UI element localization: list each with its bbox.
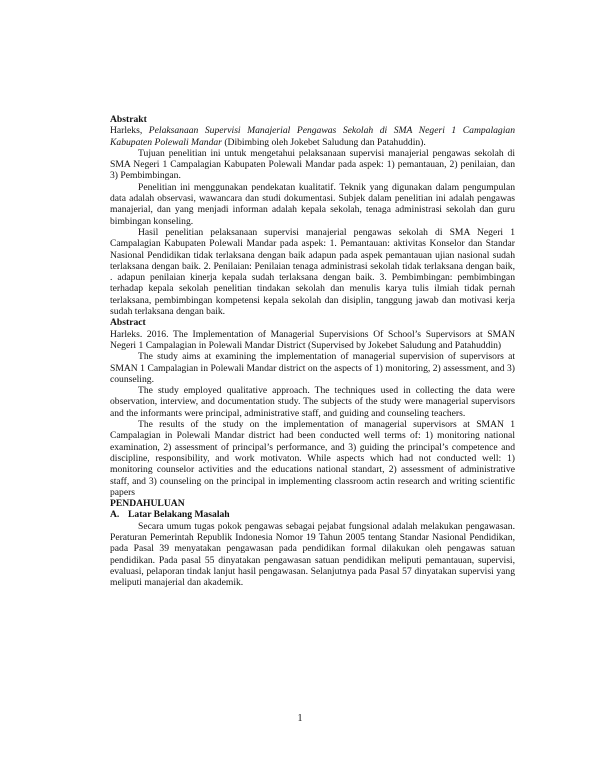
abstract-paragraph: The study employed qualitative approach. The techniques used in collecting the data were observation, interview, and documentation study. The subjects of the study were managerial supervisors and the informants were principal, administrative staff, and guiding and counseling teachers.: [110, 385, 515, 419]
abstract-heading: Abstract: [110, 317, 146, 329]
abstrak-citation-suffix: (Dibimbing oleh Jokebet Saludung dan Patahuddin).: [221, 136, 426, 148]
subsection-number: A.: [110, 509, 120, 521]
abstrak-paragraph: Hasil penelitian pelaksanaan supervisi manajerial pengawas sekolah di SMA Negeri 1 Campalagian Kabupaten Polewali Mandar pada aspek: 1. Pemantauan: aktivitas Konselor dan Standar Nasional Pendidikan tidak terlaksana dengan baik adapun pada aspek pemantauan ujian nasional sudah terlaksana dengan baik. 2. Penilaian: Penilaian tenaga administrasi sekolah tidak terlaksana dengan baik, . adapun penilaian kinerja kepala sudah terlaksana dengan baik. 3. Pembimbingan: pembimbingan terhadap kepala sekolah penelitian tindakan sekolah dan menulis karya tulis ilmiah tidak pernah terlaksana, pembimbingan kompetensi kepala sekolah dan disiplin, tanggung jawab dan motivasi kerja sudah terlaksana dengan baik.: [110, 226, 515, 318]
page-content: [110, 114, 515, 588]
abstrak-heading: Abstrakt: [110, 114, 147, 125]
abstrak-paragraph: Tujuan penelitian ini untuk mengetahui pelaksanaan supervisi manajerial pengawas sekolah di SMA Negeri 1 Campalagian Kabupaten Polewali Mandar pada aspek: 1) pemantauan, 2) penilaian, dan 3) Pembimbingan.: [110, 147, 515, 182]
page-number: 1: [297, 713, 303, 724]
abstrak-paragraph: Penelitian ini menggunakan pendekatan kualitatif. Teknik yang digunakan dalam pengumpulan data adalah observasi, wawancara dan studi dokumentasi. Subjek dalam penelitian ini adalah pengawas manajerial, dan yang menjadi informan adalah kepala sekolah, tenaga administrasi sekolah dan guru bimbingan konseling.: [110, 181, 515, 227]
abstrak-citation-prefix: Harleks,: [110, 125, 149, 137]
abstract-citation: Harleks. 2016. The Implementation of Managerial Supervisions Of School’s Supervisors at SMAN Negeri 1 Campalagian in Polewali Mandar District (Supervised by Jokebet Saludung and Patahuddin): [110, 328, 515, 351]
subsection-heading: [110, 509, 515, 520]
abstract-paragraph: The results of the study on the implementation of managerial supervisors at SMAN 1 Campalagian in Polewali Mandar district had been conducted well terms of: 1) monitoring national examination, 2) assessment of principal’s performance, and 3) guiding the principal’s competence and discipline, responsibility, and work motivaton. While aspects which had not conducted well: 1) monitoring counselor activities and the educations national standart, 2) assessment of administrative staff, and 3) counseling on the principal in implementing classroom actin research and writing scientific papers: [110, 419, 515, 498]
pendahuluan-heading: PENDAHULUAN: [110, 498, 185, 510]
abstrak-citation-title: Pelaksanaan Supervisi Manajerial Pengawas Sekolah di SMA Negeri 1 Campalagian Kabupaten Polewali Mandar: [110, 125, 515, 148]
pendahuluan-paragraph: Secara umum tugas pokok pengawas sebagai pejabat fungsional adalah melakukan pengawasan. Peraturan Pemerintah Republik Indonesia Nomor 19 Tahun 2005 tentang Standar Nasional Pendidikan, pada Pasal 39 menyatakan pengawasan pada pendidikan formal dilakukan oleh pengawas satuan pendidikan. Pada pasal 55 dinyatakan pengawasan satuan pendidikan meliputi pemantauan, supervisi, evaluasi, pelaporan tindak lanjut hasil pengawasan. Selanjutnya pada Pasal 57 dinyatakan supervisi yang meliputi manajerial dan akademik.: [110, 520, 515, 589]
abstract-paragraph: The study aims at examining the implementation of managerial supervision of supervisors at SMAN 1 Campalagian in Polewali Mandar district on the aspects of 1) monitoring, 2) assessment, and 3) counseling.: [110, 351, 515, 385]
subsection-title: Latar Belakang Masalah: [128, 509, 230, 521]
abstrak-citation: [110, 125, 515, 148]
